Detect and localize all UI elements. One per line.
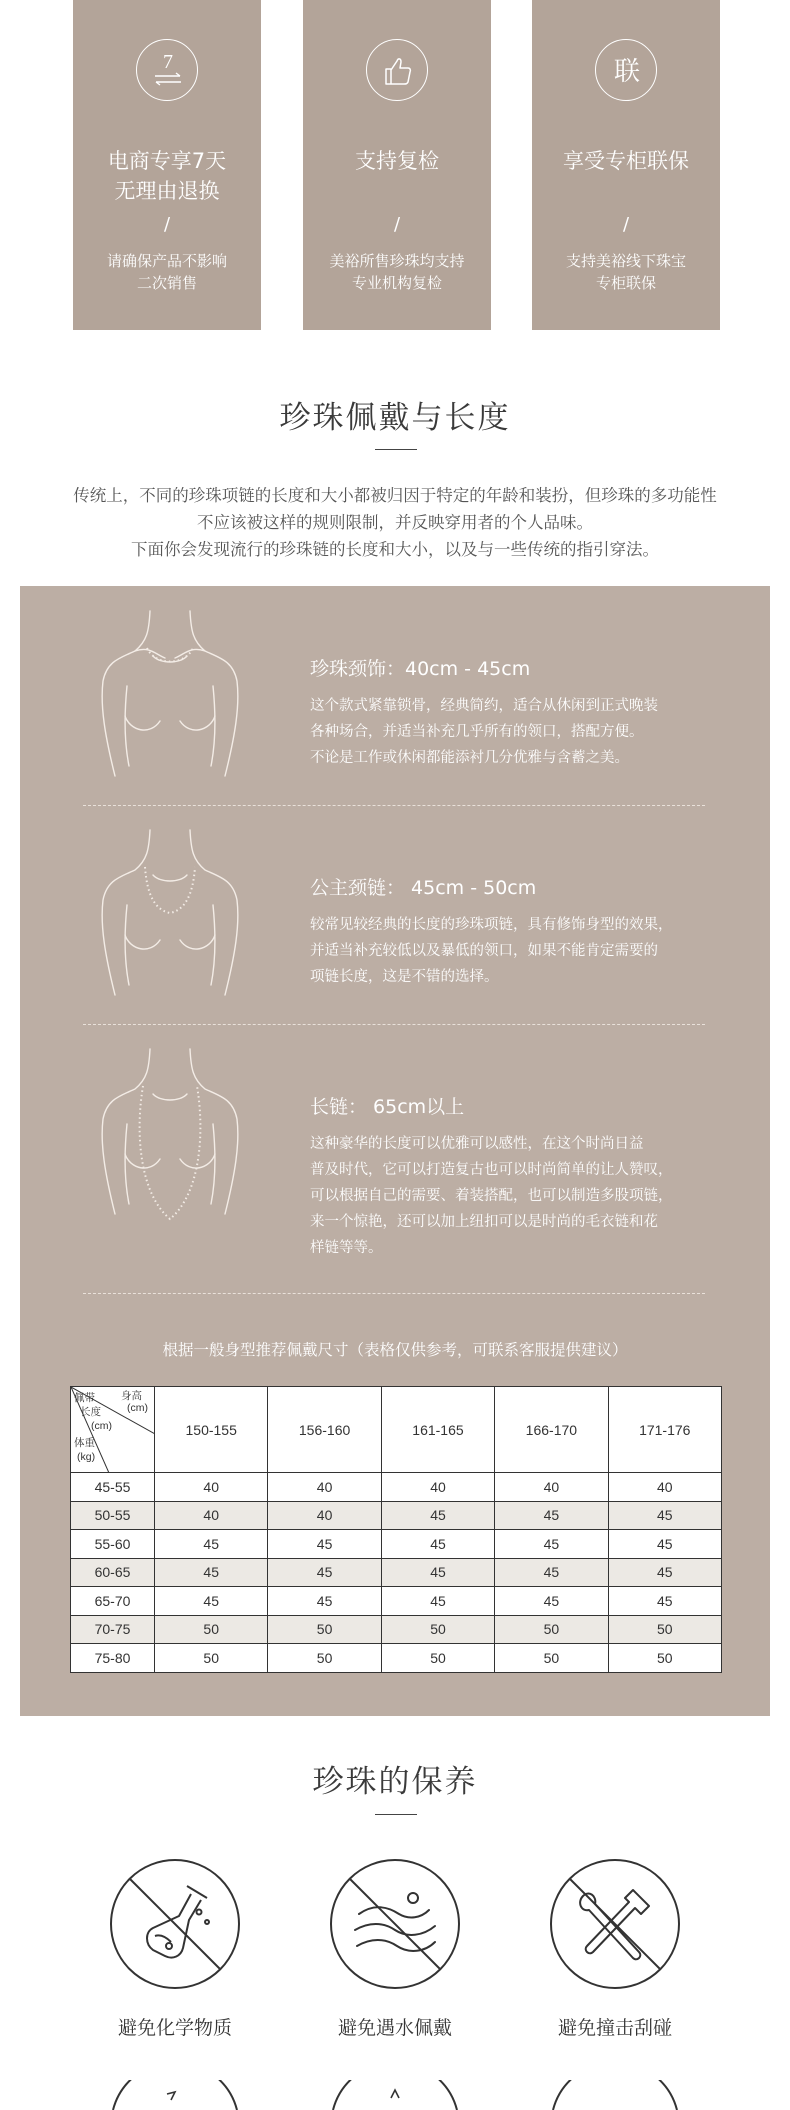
service-desc-line: 支持美裕线下珠宝 [565,252,686,270]
corner-height-label: 身高 [121,1390,142,1402]
service-cards [0,0,790,330]
service-title-line: 电商专享7天 [107,149,227,173]
no-impact-icon [549,1858,681,1990]
desc-line: 样链等等。 [310,1240,383,1256]
height-column-header: 156-160 [268,1387,381,1473]
care-item-chemicals [109,1858,241,2058]
wear-section-title: 珍珠佩戴与长度 [279,400,511,436]
wear-intro [30,482,760,563]
weight-cell: 45-55 [71,1473,155,1502]
title-underline [375,449,417,450]
length-cell: 40 [268,1501,381,1530]
table-row [71,1615,722,1644]
row-divider [83,1293,705,1294]
necklace-type-desc [310,693,720,771]
length-cell: 45 [155,1587,268,1616]
length-cell: 40 [608,1473,721,1502]
service-desc-line: 美裕所售珍珠均支持 [329,252,465,270]
desc-line: 这种豪华的长度可以优雅可以感性，在这个时尚日益 [310,1136,644,1152]
care-icon-partial [329,2080,461,2110]
size-table-caption: 根据一般身型推荐佩戴尺寸（表格仅供参考，可联系客服提供建议） [162,1341,628,1359]
size-table-corner [71,1387,155,1473]
row-divider [83,1024,705,1025]
length-cell: 45 [608,1558,721,1587]
length-cell: 50 [381,1644,494,1673]
care-item-water [329,1858,461,2058]
height-column-header: 171-176 [608,1387,721,1473]
length-cell: 45 [608,1530,721,1559]
necklace-type-title: 长链： 65cm以上 [310,1096,465,1118]
service-desc-line: 专柜联保 [595,274,656,292]
service-desc [79,250,255,294]
weight-cell: 60-65 [71,1558,155,1587]
length-cell: 45 [381,1587,494,1616]
bust-illustration-choker [95,606,245,786]
length-cell: 45 [495,1587,608,1616]
thumbs-up-icon [366,39,428,101]
desc-line: 并适当补充较低以及暴低的领口，如果不能肯定需要的 [310,943,658,959]
service-card-return [73,0,261,330]
table-row [71,1558,722,1587]
service-desc-line: 请确保产品不影响 [106,252,227,270]
care-item-label: 避免遇水佩戴 [337,2017,452,2039]
table-row [71,1644,722,1673]
length-cell: 40 [381,1473,494,1502]
length-cell: 45 [495,1501,608,1530]
length-cell: 45 [608,1501,721,1530]
length-cell: 50 [495,1615,608,1644]
divider-slash: / [622,214,630,235]
service-title-line: 享受专柜联保 [563,149,689,173]
length-cell: 45 [155,1530,268,1559]
length-cell: 50 [381,1615,494,1644]
weight-cell: 75-80 [71,1644,155,1673]
service-title-line: 支持复检 [355,149,439,173]
corner-length-label: 佩带 [74,1392,95,1404]
service-title-line: 无理由退换 [114,179,220,203]
weight-cell: 70-75 [71,1615,155,1644]
row-divider [83,805,705,806]
bust-illustration-long [95,1044,245,1224]
service-title [532,146,720,176]
no-chemicals-icon [109,1858,241,1990]
desc-line: 项链长度，这是不错的选择。 [310,969,499,985]
desc-line: 较常见较经典的长度的珍珠项链，具有修饰身型的效果， [310,917,673,933]
service-desc-line: 专业机构复检 [351,274,442,292]
length-cell: 40 [495,1473,608,1502]
table-row [71,1587,722,1616]
length-cell: 50 [155,1615,268,1644]
care-item-impact [549,1858,681,2058]
service-title [73,146,261,206]
necklace-type-desc [310,912,720,990]
desc-line: 各种场合，并适当补充几乎所有的领口，搭配方便。 [310,724,644,740]
length-cell: 50 [155,1644,268,1673]
length-cell: 50 [608,1644,721,1673]
necklace-type-title: 公主颈链： 45cm - 50cm [310,877,537,899]
care-section-title: 珍珠的保养 [312,1764,478,1800]
service-desc [538,250,714,294]
height-column-header: 161-165 [381,1387,494,1473]
length-cell: 50 [268,1615,381,1644]
length-cell: 45 [608,1587,721,1616]
table-row [71,1530,722,1559]
service-desc [309,250,485,294]
necklace-type-title: 珍珠颈饰：40cm - 45cm [310,658,531,680]
length-cell: 40 [268,1473,381,1502]
length-cell: 45 [495,1558,608,1587]
intro-line: 不应该被这样的规则限制，并反映穿用者的个人品味。 [197,513,593,532]
length-cell: 45 [268,1530,381,1559]
height-column-header: 150-155 [155,1387,268,1473]
care-item-label: 避免化学物质 [117,2017,232,2039]
corner-length-unit: (cm) [91,1420,112,1432]
length-cell: 45 [155,1558,268,1587]
desc-line: 来一个惊艳，还可以加上纽扣可以是时尚的毛衣链和花 [310,1214,658,1230]
length-cell: 45 [495,1530,608,1559]
necklace-type-choker [20,596,770,806]
bust-illustration-princess [95,825,245,1005]
length-cell: 45 [268,1587,381,1616]
care-item-label: 避免撞击刮碰 [557,2017,672,2039]
corner-weight-unit: (kg) [77,1451,96,1463]
length-cell: 50 [495,1644,608,1673]
necklace-type-princess [20,815,770,1025]
service-desc-line: 二次销售 [136,274,197,292]
desc-line: 不论是工作或休闲都能添衬几分优雅与含蓄之美。 [310,750,629,766]
necklace-type-long [20,1034,770,1256]
length-cell: 40 [155,1501,268,1530]
length-cell: 45 [381,1501,494,1530]
size-table-header-row [71,1387,722,1473]
length-cell: 50 [268,1644,381,1673]
desc-line: 这个款式紧靠锁骨，经典简约，适合从休闲到正式晚装 [310,698,658,714]
intro-line: 下面你会发现流行的珍珠链的长度和大小，以及与一些传统的指引穿法。 [131,540,659,559]
size-table [70,1386,722,1673]
seven-day-return-icon [136,39,198,101]
height-column-header: 166-170 [495,1387,608,1473]
necklace-type-desc [310,1131,720,1261]
corner-weight-label: 体重 [74,1437,95,1449]
svg-text:7: 7 [163,51,173,73]
service-card-warranty [532,0,720,330]
weight-cell: 50-55 [71,1501,155,1530]
care-icon-partial [549,2080,681,2110]
table-row [71,1473,722,1502]
length-cell: 45 [381,1530,494,1559]
weight-cell: 65-70 [71,1587,155,1616]
service-title [303,146,491,176]
service-card-recheck [303,0,491,330]
corner-height-unit: (cm) [127,1402,148,1414]
table-row [71,1501,722,1530]
divider-slash: / [393,214,401,235]
desc-line: 可以根据自己的需要、着装搭配，也可以制造多股项链， [310,1188,673,1204]
intro-line: 传统上，不同的珍珠项链的长度和大小都被归因于特定的年龄和装扮，但珍珠的多功能性 [73,486,717,505]
weight-cell: 55-60 [71,1530,155,1559]
no-water-icon [329,1858,461,1990]
length-cell: 50 [608,1615,721,1644]
length-cell: 40 [155,1473,268,1502]
divider-slash: / [163,214,171,235]
care-icon-partial [109,2080,241,2110]
desc-line: 普及时代，它可以打造复古也可以时尚简单的让人赞叹， [310,1162,673,1178]
lian-badge-icon [595,39,657,101]
svg-text:联: 联 [613,57,641,87]
length-cell: 45 [268,1558,381,1587]
necklace-guide-panel [20,586,770,1716]
length-cell: 45 [381,1558,494,1587]
title-underline [375,1814,417,1815]
corner-length-label: 长度 [80,1406,101,1418]
